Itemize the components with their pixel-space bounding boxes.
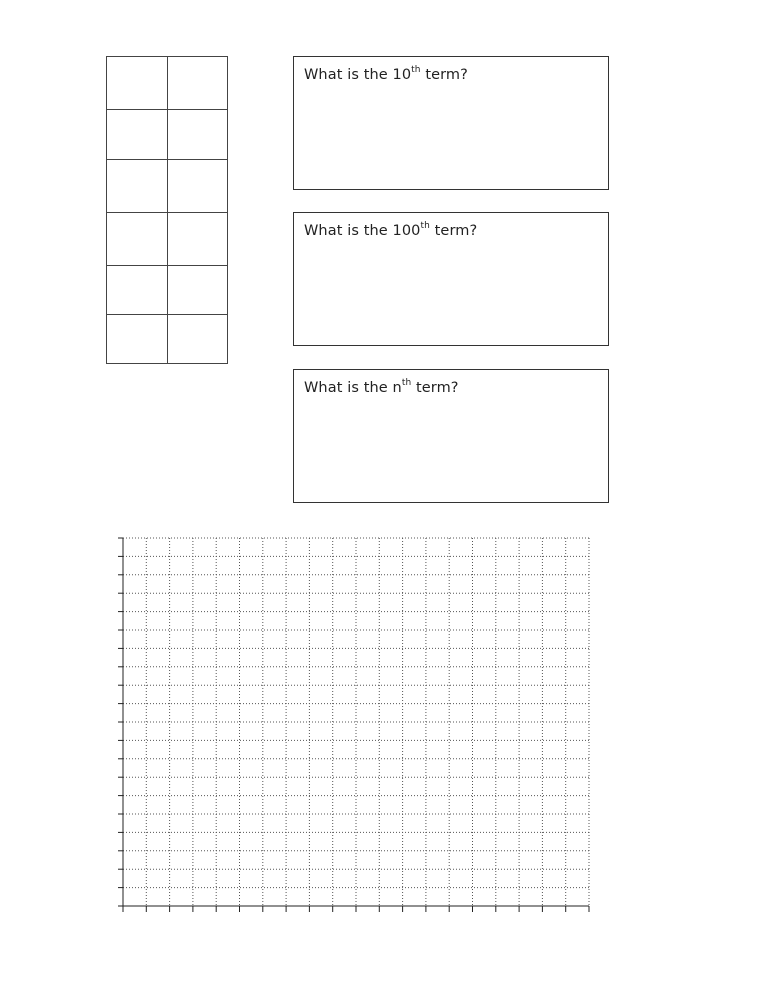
table-cell[interactable]: [167, 315, 228, 364]
table-cell[interactable]: [107, 315, 168, 364]
question-prefix: What is the: [304, 380, 393, 396]
table-row: [107, 160, 228, 213]
table-row: [107, 266, 228, 315]
question-text: [304, 379, 459, 397]
ordinal-suffix: th: [420, 221, 430, 232]
table-cell[interactable]: [107, 110, 168, 160]
question-tail: term?: [420, 67, 468, 83]
table-row: [107, 315, 228, 364]
table-cell[interactable]: [167, 213, 228, 266]
answer-area[interactable]: [304, 404, 598, 494]
table-row: [107, 57, 228, 110]
question-tail: term?: [429, 223, 478, 239]
question-box-nth-term: [293, 369, 609, 503]
table-cell[interactable]: [107, 57, 168, 110]
table-cell[interactable]: [107, 213, 168, 266]
sequence-table: [106, 56, 228, 364]
table-row: [107, 213, 228, 266]
question-prefix: What is the: [304, 67, 393, 83]
question-text: [304, 66, 468, 84]
table-cell[interactable]: [107, 160, 168, 213]
question-term: 100: [392, 223, 421, 239]
table-row: [107, 110, 228, 160]
question-prefix: What is the: [304, 223, 393, 239]
question-box-10th-term: [293, 56, 609, 190]
answer-area[interactable]: [304, 91, 598, 181]
question-tail: term?: [411, 380, 459, 396]
table-cell[interactable]: [167, 160, 228, 213]
graph-grid[interactable]: [112, 532, 596, 916]
ordinal-suffix: th: [401, 378, 412, 389]
answer-area[interactable]: [304, 247, 598, 337]
table-cell[interactable]: [167, 57, 228, 110]
question-term: 10: [392, 67, 412, 83]
question-term: n: [392, 380, 402, 396]
question-text: [304, 222, 477, 240]
ordinal-suffix: th: [411, 65, 421, 76]
question-box-100th-term: [293, 212, 609, 346]
table-cell[interactable]: [167, 266, 228, 315]
table-cell[interactable]: [167, 110, 228, 160]
table-cell[interactable]: [107, 266, 168, 315]
